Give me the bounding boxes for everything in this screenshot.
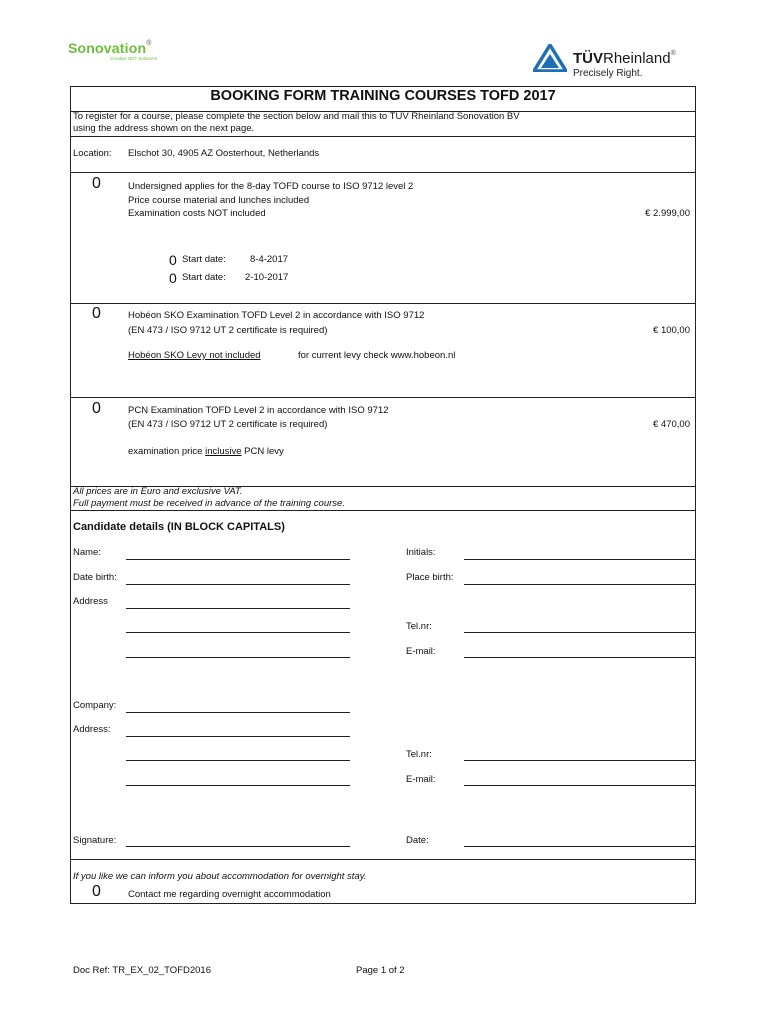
tel-input[interactable] [464,632,696,633]
tuv-name-bold: TÜV [573,50,603,67]
sonovation-logo [68,40,157,61]
company-address-input-1[interactable] [126,736,350,737]
start-date-1-value: 8-4-2017 [250,254,289,265]
signature-input[interactable] [126,846,350,847]
tuv-name [573,50,676,67]
course-2-levy-note: Hobéon SKO Levy not included [128,350,261,361]
tuv-name-rest: Rheinland [603,50,671,67]
accommodation-checkbox[interactable]: 0 [92,883,101,900]
company-email-label: E-mail: [406,774,436,785]
location-label: Location: [73,148,112,159]
address-input-1[interactable] [126,608,350,609]
start-date-2-checkbox[interactable]: 0 [169,270,177,286]
company-address-input-3[interactable] [126,785,350,786]
sonovation-registered-mark: ® [146,40,152,47]
email-label: E-mail: [406,646,436,657]
course-2-line-2: (EN 473 / ISO 9712 UT 2 certificate is required) [128,325,328,336]
course-1-line-3: Examination costs NOT included [128,208,266,219]
name-input[interactable] [126,559,350,560]
course-3-note-underlined: inclusive [205,446,242,457]
price-note-1: All prices are in Euro and exclusive VAT. [73,486,243,497]
tuv-tagline: Precisely Right. [573,68,643,79]
address-input-2[interactable] [126,632,350,633]
tuv-rheinland-logo [533,44,703,84]
page-title: BOOKING FORM TRAINING COURSES TOFD 2017 [210,88,556,104]
course-1-line-1: Undersigned applies for the 8-day TOFD course to ISO 9712 level 2 [128,181,414,192]
start-date-1-label: Start date: [182,254,226,265]
start-date-1-checkbox[interactable]: 0 [169,252,177,268]
company-tel-label: Tel.nr: [406,749,432,760]
accommodation-note: If you like we can inform you about accommodation for overnight stay. [73,871,367,882]
date-input[interactable] [464,846,696,847]
start-date-2-label: Start date: [182,272,226,283]
location-value: Elschot 30, 4905 AZ Oosterhout, Netherlands [128,148,320,159]
course-3-price: € 470,00 [653,419,690,430]
company-input[interactable] [126,712,350,713]
initials-label: Initials: [406,547,436,558]
tel-label: Tel.nr: [406,621,432,632]
place-birth-label: Place birth: [406,572,454,583]
course-3-line-1: PCN Examination TOFD Level 2 in accordance with ISO 9712 [128,405,389,416]
doc-ref: Doc Ref: TR_EX_02_TOFD2016 [73,965,211,976]
date-birth-input[interactable] [126,584,350,585]
start-date-2-value: 2-10-2017 [245,272,289,283]
email-input[interactable] [464,657,696,658]
intro-line-2: using the address shown on the next page. [73,123,255,134]
tuv-registered-mark: ® [670,50,676,57]
date-birth-label: Date birth: [73,572,117,583]
sonovation-tagline: Creative NDT Solutions [110,56,157,61]
course-1-price: € 2.999,00 [645,208,690,219]
candidate-heading: Candidate details (IN BLOCK CAPITALS) [73,521,285,533]
company-address-input-2[interactable] [126,760,350,761]
page-number: Page 1 of 2 [356,965,405,976]
course-3-line-2: (EN 473 / ISO 9712 UT 2 certificate is required) [128,419,328,430]
course-2-checkbox[interactable]: 0 [92,305,101,322]
course-3-note-pre: examination price [128,446,206,457]
tuv-triangle-icon [533,44,567,72]
course-1-line-2: Price course material and lunches included [128,195,310,206]
sonovation-name: Sonovation [68,40,147,56]
initials-input[interactable] [464,559,696,560]
course-2-line-1: Hobéon SKO Examination TOFD Level 2 in accordance with ISO 9712 [128,310,425,321]
address-label: Address [73,596,108,607]
accommodation-label: Contact me regarding overnight accommodation [128,889,331,900]
address-input-3[interactable] [126,657,350,658]
company-email-input[interactable] [464,785,696,786]
intro-line-1: To register for a course, please complete the section below and mail this to TUV Rheinland Sonovation BV [73,111,520,122]
course-2-levy-check: for current levy check www.hobeon.nl [298,350,456,361]
company-address-label: Address: [73,724,111,735]
price-note-2: Full payment must be received in advance of the training course. [73,498,345,509]
signature-label: Signature: [73,835,117,846]
candidate-box [70,510,696,860]
course-3-checkbox[interactable]: 0 [92,400,101,417]
course-3-note [128,446,284,458]
company-tel-input[interactable] [464,760,696,761]
name-label: Name: [73,547,101,558]
course-1-checkbox[interactable]: 0 [92,175,101,192]
place-birth-input[interactable] [464,584,696,585]
course-2-price: € 100,00 [653,325,690,336]
company-label: Company: [73,700,117,711]
course-3-note-post: PCN levy [241,446,284,457]
date-label: Date: [406,835,429,846]
